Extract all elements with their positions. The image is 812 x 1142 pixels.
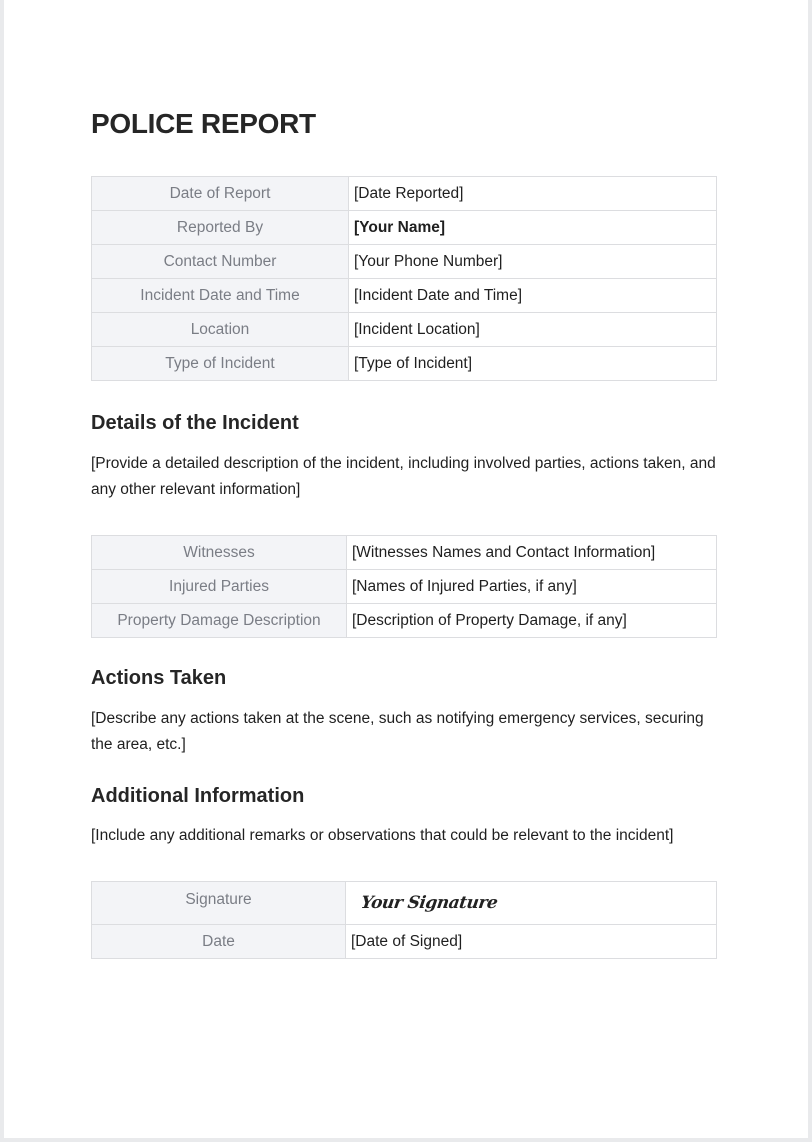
details-heading: Details of the Incident [91,412,299,434]
signature-image: Your Signature [359,893,499,913]
report-info-table [91,176,717,381]
table-row [92,604,717,638]
date-value: [Date of Signed] [346,925,717,959]
location-label: Location [92,313,349,347]
date-label: Date [92,925,346,959]
table-row [92,925,717,959]
property-damage-label: Property Damage Description [92,604,347,638]
table-row [92,536,717,570]
witnesses-value: [Witnesses Names and Contact Information] [347,536,717,570]
witnesses-label: Witnesses [92,536,347,570]
incident-type-value: [Type of Incident] [349,347,717,381]
signature-label: Signature [92,882,346,925]
incident-type-label: Type of Incident [92,347,349,381]
table-row [92,570,717,604]
table-row [92,211,717,245]
page-title: POLICE REPORT [91,108,316,139]
actions-heading: Actions Taken [91,667,227,689]
injured-parties-value: [Names of Injured Parties, if any] [347,570,717,604]
details-text: [Provide a detailed description of the incident, including involved parties, actions taken, and any other relevant information] [91,455,716,498]
date-of-report-label: Date of Report [92,177,349,211]
additional-text: [Include any additional remarks or observations that could be relevant to the incident] [91,827,674,844]
additional-heading: Additional Information [91,785,305,807]
location-value: [Incident Location] [349,313,717,347]
table-row [92,347,717,381]
table-row [92,279,717,313]
contact-number-value: [Your Phone Number] [349,245,717,279]
table-row [92,882,717,925]
reported-by-value: [Your Name] [349,211,717,245]
date-of-report-value: [Date Reported] [349,177,717,211]
table-row [92,177,717,211]
property-damage-value: [Description of Property Damage, if any] [347,604,717,638]
table-row [92,245,717,279]
contact-number-label: Contact Number [92,245,349,279]
table-row [92,313,717,347]
parties-table [91,535,717,638]
signature-cell[interactable] [346,882,717,925]
signoff-table [91,881,717,959]
actions-text: [Describe any actions taken at the scene, such as notifying emergency services, securing the area, etc.] [91,710,704,753]
incident-datetime-label: Incident Date and Time [92,279,349,313]
incident-datetime-value: [Incident Date and Time] [349,279,717,313]
reported-by-label: Reported By [92,211,349,245]
injured-parties-label: Injured Parties [92,570,347,604]
